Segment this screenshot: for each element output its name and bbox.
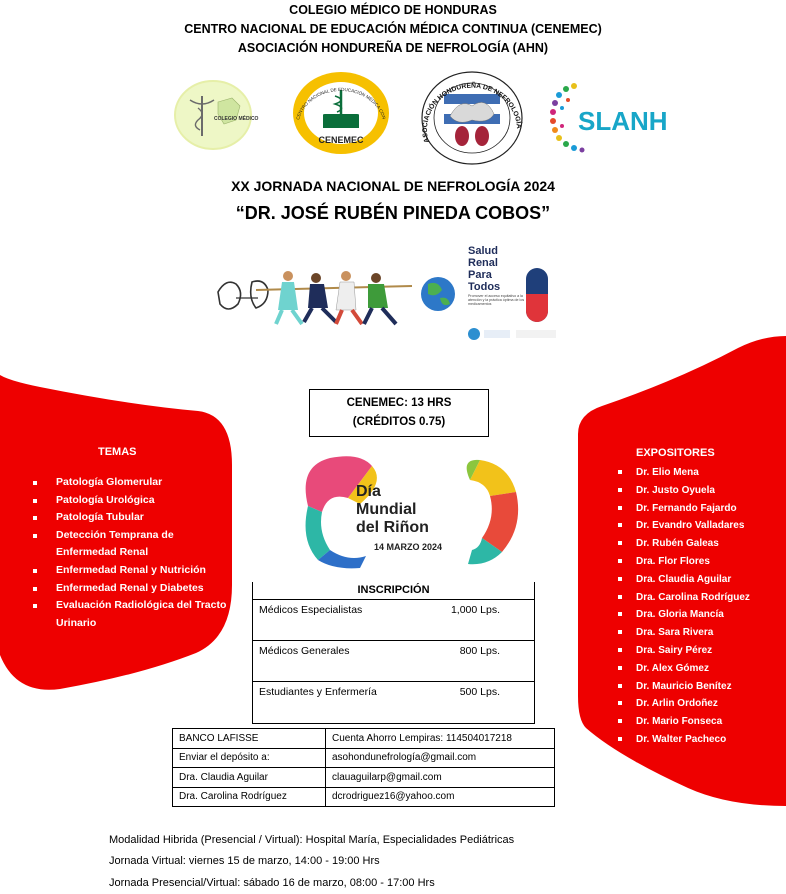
- expositor-item: Dr. Mauricio Benítez: [608, 678, 784, 696]
- expositor-item: Dra. Flor Flores: [608, 553, 784, 571]
- expositor-item: Dr. Justo Oyuela: [608, 482, 784, 500]
- temas-item: Detección Temprana de Enfermedad Renal: [28, 527, 228, 562]
- bank-label: Enviar el depósito a:: [173, 748, 326, 768]
- table-row: [173, 787, 555, 807]
- expositores-title: EXPOSITORES: [636, 447, 715, 459]
- expositor-item: Dra. Sairy Pérez: [608, 642, 784, 660]
- inscripcion-price: 1,000 Lps.: [450, 604, 500, 616]
- header-line-ahn: ASOCIACIÓN HONDUREÑA DE NEFROLOGÍA (AHN): [237, 41, 549, 55]
- bank-info-table: [172, 728, 555, 807]
- bank-value: dcrodriguez16@yahoo.com: [326, 787, 555, 807]
- header-line-cenemec: CENTRO NACIONAL DE EDUCACIÓN MÉDICA CONTINUA (CENEMEC): [184, 22, 602, 36]
- inscripcion-category: Médicos Especialistas: [259, 604, 363, 616]
- temas-item: Patología Urológica: [28, 492, 228, 510]
- cenemec-ring-text: CENTRO NACIONAL DE EDUCACIÓN MÉDICA CON: [295, 86, 387, 121]
- temas-item: Patología Tubular: [28, 509, 228, 527]
- expositor-item: Dr. Elio Mena: [608, 464, 784, 482]
- expositor-item: Dr. Alex Gómez: [608, 660, 784, 678]
- colegio-logo-text: COLEGIO MÉDICO: [214, 116, 259, 122]
- cenemec-credits-box: [309, 389, 489, 437]
- event-title: XX JORNADA NACIONAL DE NEFROLOGÍA 2024: [231, 178, 555, 194]
- expositores-list: [608, 464, 784, 749]
- table-row: [253, 600, 534, 641]
- slogan-line-1: Salud: [468, 245, 498, 257]
- bank-label: Dra. Claudia Aguilar: [173, 768, 326, 788]
- bank-value: Cuenta Ahorro Lempiras: 114504017218: [326, 729, 555, 749]
- figure-doctor: [336, 271, 362, 324]
- temas-item: Patología Glomerular: [28, 474, 228, 492]
- cenemec-logo: [291, 70, 391, 156]
- inscripcion-price: 500 Lps.: [459, 686, 500, 698]
- expositor-item: Dr. Walter Pacheco: [608, 731, 784, 749]
- inscripcion-title: INSCRIPCIÓN: [253, 581, 534, 600]
- expositor-item: Dra. Claudia Aguilar: [608, 571, 784, 589]
- table-row: [253, 682, 534, 722]
- colegio-medico-logo: [174, 80, 259, 150]
- table-row: [173, 768, 555, 788]
- slanh-logo-text: SLANH: [578, 106, 668, 136]
- slogan-line-4: Todos: [468, 281, 501, 293]
- bank-value: clauaguilarp@gmail.com: [326, 768, 555, 788]
- inscripcion-category: Estudiantes y Enfermería: [259, 686, 377, 698]
- expositor-item: Dra. Gloria Mancía: [608, 606, 784, 624]
- figure-suit: [304, 273, 336, 322]
- cenemec-credits: (CRÉDITOS 0.75): [352, 416, 446, 428]
- bank-value: asohondunefrología@gmail.com: [326, 748, 555, 768]
- table-row: [253, 641, 534, 682]
- dia-mundial-line-3: del Riñon: [356, 519, 429, 536]
- temas-list: [28, 474, 228, 632]
- expositor-item: Dra. Carolina Rodríguez: [608, 589, 784, 607]
- dia-mundial-date: 14 MARZO 2024: [374, 542, 443, 552]
- dia-mundial-line-2: Mundial: [356, 501, 417, 518]
- expositor-item: Dr. Evandro Valladares: [608, 517, 784, 535]
- jornada-presencial-text: Jornada Presencial/Virtual: sábado 16 de marzo, 08:00 - 17:00 Hrs: [109, 877, 435, 889]
- slanh-logo: [548, 78, 668, 160]
- dia-mundial-line-1: Día: [356, 483, 381, 500]
- temas-item: Enfermedad Renal y Diabetes: [28, 580, 228, 598]
- event-honoree: “DR. JOSÉ RUBÉN PINEDA COBOS”: [235, 203, 551, 223]
- header-line-colegio: COLEGIO MÉDICO DE HONDURAS: [289, 3, 497, 17]
- slogan-line-3: Para: [468, 269, 492, 281]
- table-row: [173, 729, 555, 749]
- ahn-ring-text: ASOCIACIÓN HONDUREÑA DE NEFROLOGÍA: [421, 82, 523, 144]
- slogan-line-2: Renal: [468, 257, 498, 269]
- table-row: [173, 748, 555, 768]
- temas-item: Evaluación Radiológica del Tracto Urinario: [28, 597, 228, 632]
- expositor-item: Dr. Arlin Ordoñez: [608, 695, 784, 713]
- temas-item: Enfermedad Renal y Nutrición: [28, 562, 228, 580]
- inscripcion-price: 800 Lps.: [459, 645, 500, 657]
- dia-mundial-rinon-logo: [290, 452, 530, 572]
- cenemec-hours: CENEMEC: 13 HRS: [346, 397, 452, 409]
- bank-label: Dra. Carolina Rodríguez: [173, 787, 326, 807]
- cenemec-logo-text: CENEMEC: [318, 135, 364, 145]
- expositor-item: Dr. Rubén Galeas: [608, 535, 784, 553]
- expositor-item: Dra. Sara Rivera: [608, 624, 784, 642]
- expositor-item: Dr. Mario Fonseca: [608, 713, 784, 731]
- figure-man-green: [364, 273, 396, 324]
- temas-title: TEMAS: [98, 446, 137, 458]
- modalidad-text: Modalidad Hibrida (Presencial / Virtual): Hospital María, Especialidades Pediátricas: [109, 834, 515, 846]
- figure-nurse: [276, 271, 302, 324]
- salud-renal-banner: [212, 238, 578, 348]
- inscripcion-table: [252, 582, 535, 724]
- expositor-item: Dr. Fernando Fajardo: [608, 500, 784, 518]
- bank-label: BANCO LAFISSE: [173, 729, 326, 749]
- jornada-virtual-text: Jornada Virtual: viernes 15 de marzo, 14:00 - 19:00 Hrs: [109, 855, 380, 867]
- inscripcion-category: Médicos Generales: [259, 645, 350, 657]
- ahn-logo: [420, 70, 524, 166]
- banner-subtext: Promover el acceso equitativo a la atención y la práctica óptima de los medicamentos: [468, 294, 525, 307]
